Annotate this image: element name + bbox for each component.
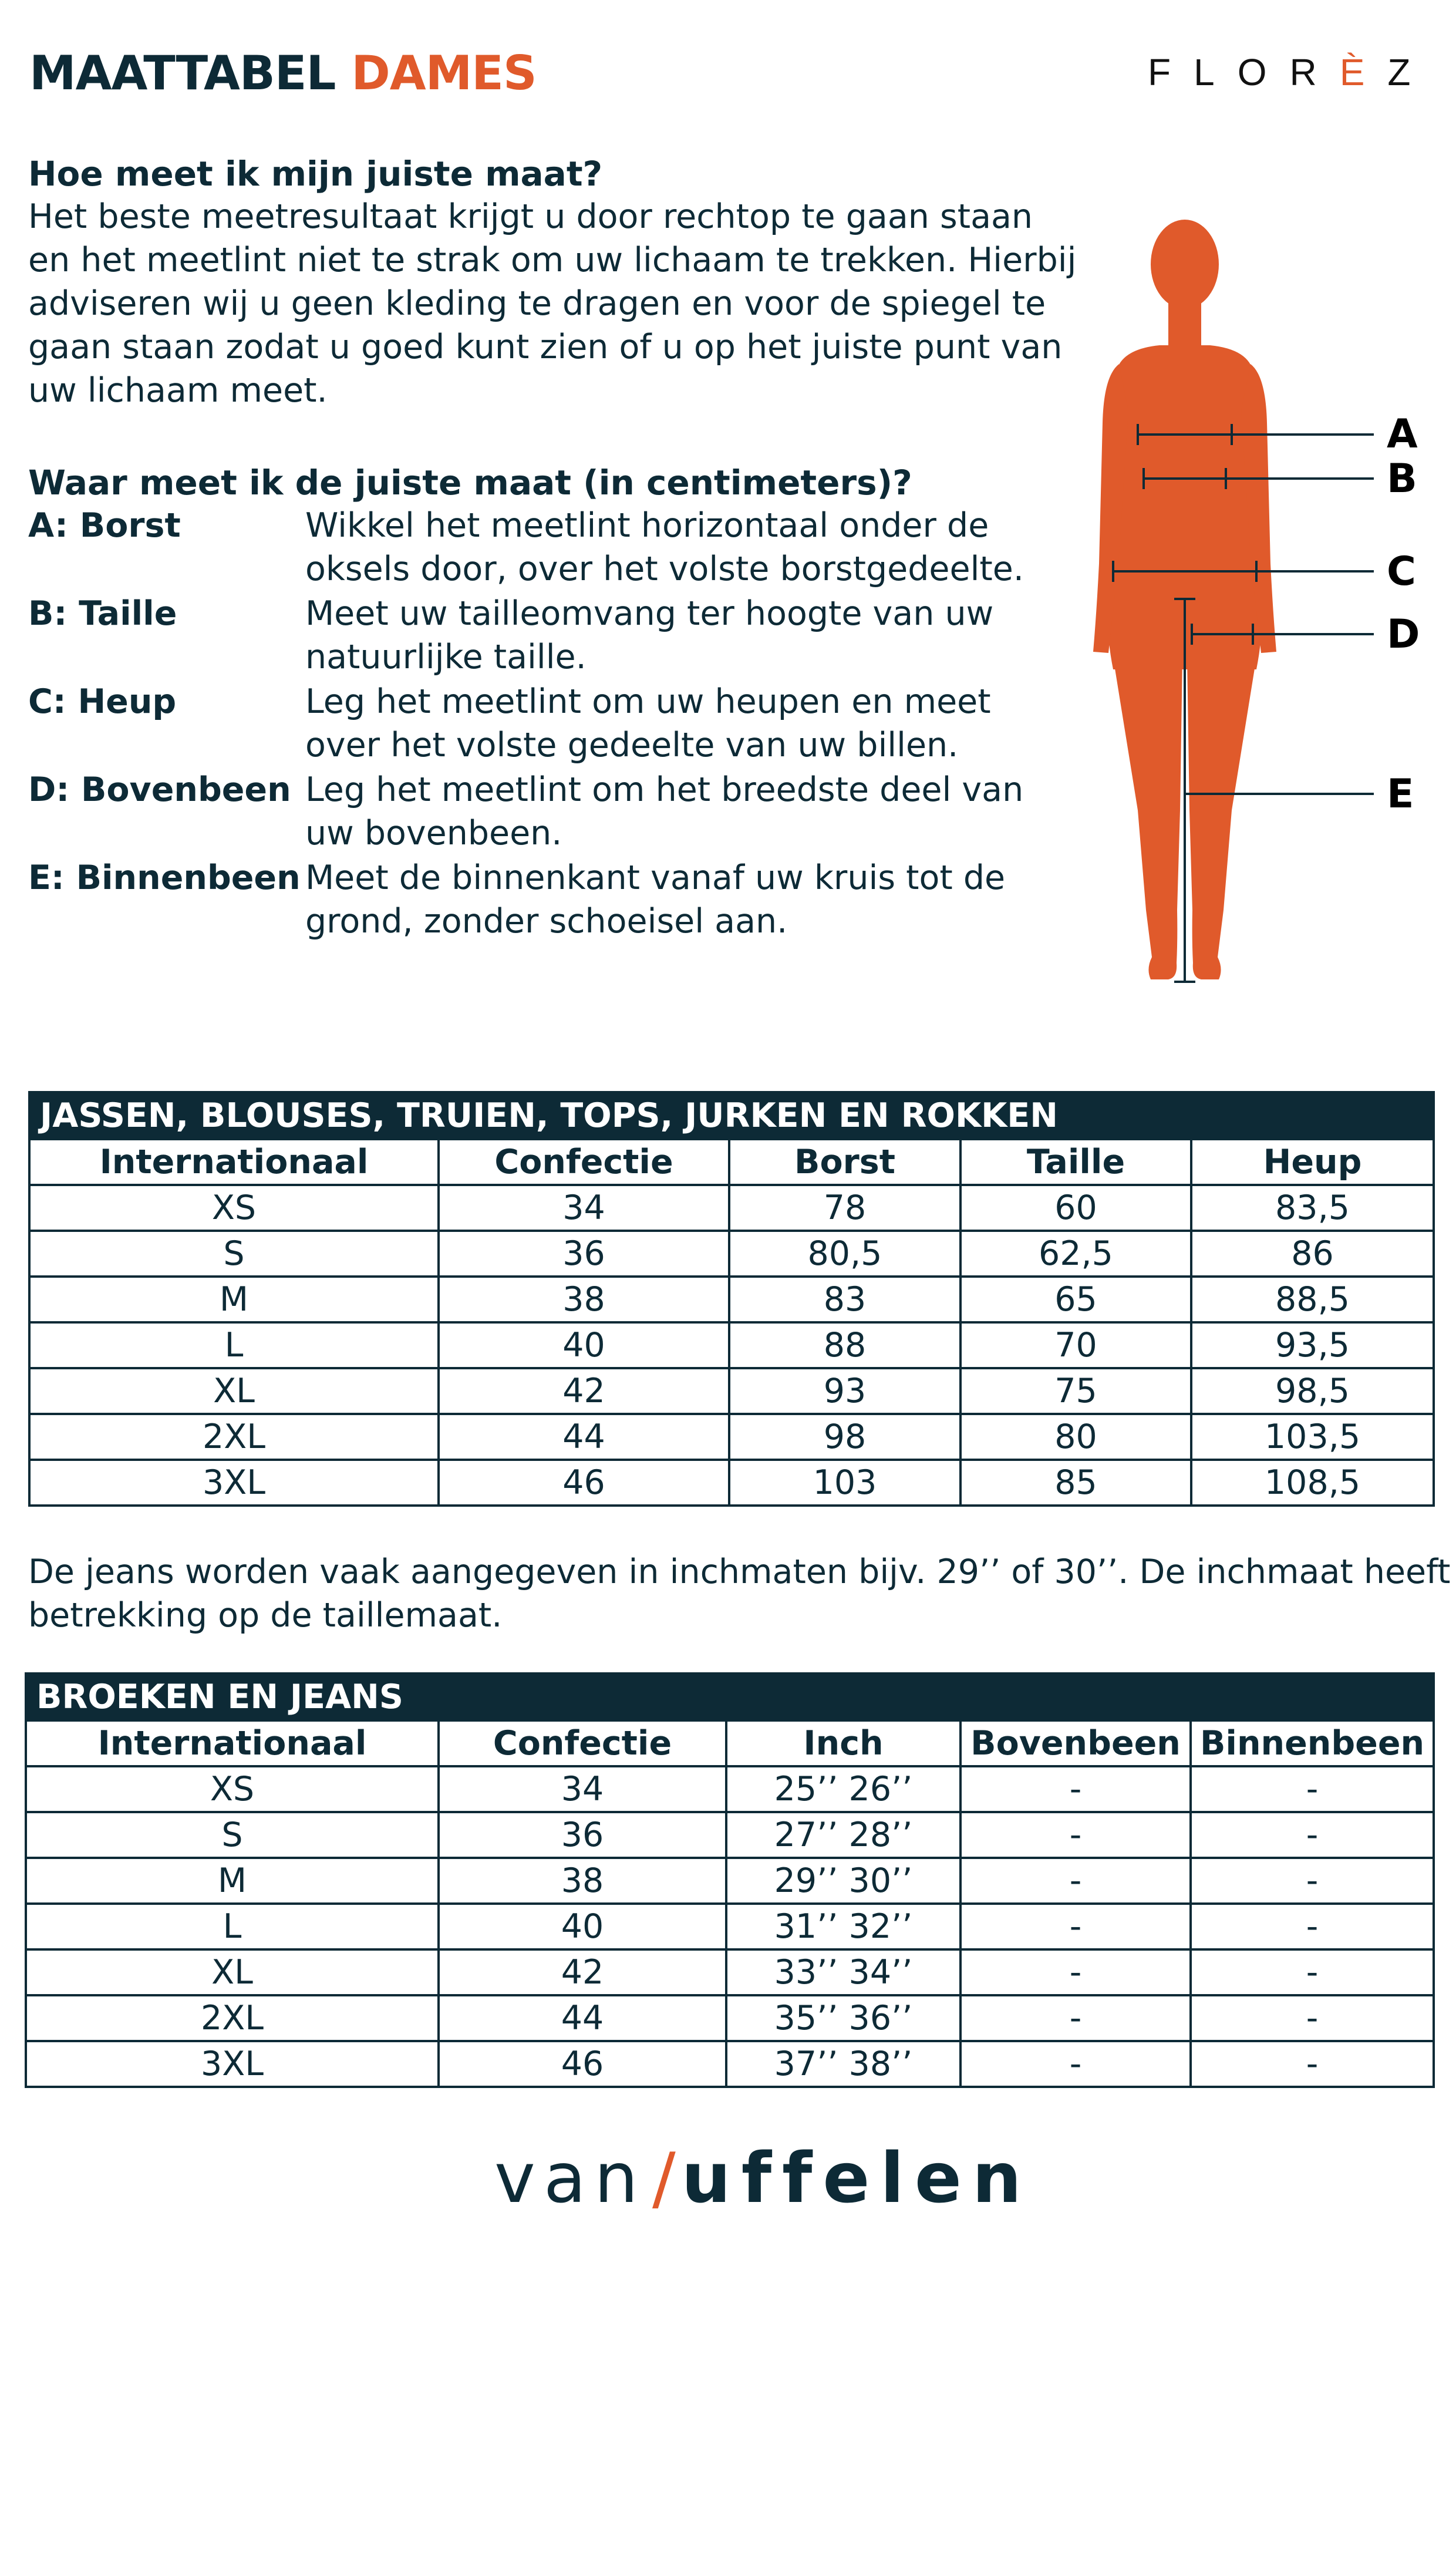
column-header: Internationaal — [26, 1720, 439, 1766]
table-cell: - — [1191, 1904, 1434, 1949]
intro-paragraph — [28, 195, 1076, 412]
table-cell: 98 — [729, 1414, 960, 1460]
table-cell: 38 — [439, 1858, 726, 1904]
table-cell: - — [1191, 1995, 1434, 2041]
footer-logo — [494, 2137, 1032, 2218]
table-cell: 103 — [729, 1460, 960, 1506]
intro-line: en het meetlint niet te strak om uw lichaam te trekken. Hierbij — [28, 241, 1077, 280]
table-cell: 29’’ 30’’ — [726, 1858, 960, 1904]
table-cell: 65 — [960, 1277, 1191, 1322]
title-main: MAATTABEL — [29, 46, 336, 100]
table-cell: 40 — [439, 1904, 726, 1949]
table-cell: 40 — [439, 1322, 729, 1368]
table-cell: - — [960, 1858, 1191, 1904]
jeans-note — [28, 1550, 1451, 1637]
table-cell: 80,5 — [729, 1231, 960, 1277]
measure-desc-e — [305, 856, 1005, 943]
brand-accent: È — [1339, 51, 1388, 93]
measure-label-d: D: Bovenbeen — [28, 770, 291, 809]
measure-desc-b — [305, 592, 993, 679]
table-row — [26, 1904, 1434, 1949]
table-header-row — [26, 1720, 1434, 1766]
table-cell: 88 — [729, 1322, 960, 1368]
table-cell: XS — [29, 1185, 439, 1231]
table-cell: 44 — [439, 1995, 726, 2041]
footer-logo-light: van — [494, 2137, 646, 2218]
table-cell: 85 — [960, 1460, 1191, 1506]
table-cell: 42 — [439, 1368, 729, 1414]
table-row — [29, 1322, 1434, 1368]
table-cell: 2XL — [29, 1414, 439, 1460]
measure-label-b: B: Taille — [28, 594, 177, 633]
table-cell: 75 — [960, 1368, 1191, 1414]
table-cell: 98,5 — [1191, 1368, 1434, 1414]
measure-desc-d — [305, 768, 1023, 855]
table-cell: S — [26, 1812, 439, 1858]
table-cell: XL — [26, 1949, 439, 1995]
table-row — [26, 1858, 1434, 1904]
table-row — [29, 1414, 1434, 1460]
table-cell: 36 — [439, 1812, 726, 1858]
measure-desc-line: Leg het meetlint om het breedste deel van — [305, 770, 1024, 809]
table-cell: L — [29, 1322, 439, 1368]
table-row — [26, 1812, 1434, 1858]
table-cell: M — [26, 1858, 439, 1904]
measure-desc-a — [305, 504, 1024, 591]
size-table-tops — [28, 1091, 1435, 1507]
title-accent: DAMES — [351, 46, 537, 100]
jeans-note-line: betrekking op de taillemaat. — [28, 1596, 503, 1635]
table-row — [29, 1368, 1434, 1414]
table-cell: 93 — [729, 1368, 960, 1414]
table-cell: - — [960, 2041, 1191, 2087]
table-cell: 3XL — [29, 1460, 439, 1506]
table-cell: - — [1191, 1949, 1434, 1995]
table-title: JASSEN, BLOUSES, TRUIEN, TOPS, JURKEN EN ROKKEN — [29, 1092, 1434, 1139]
measure-label-c: C: Heup — [28, 682, 177, 721]
table-cell: 38 — [439, 1277, 729, 1322]
table-row — [29, 1460, 1434, 1506]
intro-line: Het beste meetresultaat krijgt u door rechtop te gaan staan — [28, 197, 1033, 236]
table-cell: XL — [29, 1368, 439, 1414]
intro-line: uw lichaam meet. — [28, 371, 328, 410]
table-cell: 34 — [439, 1766, 726, 1812]
page-title — [29, 46, 537, 100]
measure-label-a: A: Borst — [28, 506, 181, 545]
table-cell: 35’’ 36’’ — [726, 1995, 960, 2041]
table-cell: 88,5 — [1191, 1277, 1434, 1322]
footer-logo-slash: / — [652, 2137, 676, 2218]
measure-desc-line: grond, zonder schoeisel aan. — [305, 902, 788, 941]
table-cell: - — [1191, 1766, 1434, 1812]
table-cell: 62,5 — [960, 1231, 1191, 1277]
column-header: Internationaal — [29, 1139, 439, 1185]
table-cell: 86 — [1191, 1231, 1434, 1277]
measure-label-e: E: Binnenbeen — [28, 858, 301, 897]
table-row — [26, 1949, 1434, 1995]
size-table-trousers — [25, 1672, 1435, 2088]
measure-desc-line: Wikkel het meetlint horizontaal onder de — [305, 506, 989, 545]
figure-label-c: C — [1387, 548, 1416, 595]
table-cell: 78 — [729, 1185, 960, 1231]
table-cell: 31’’ 32’’ — [726, 1904, 960, 1949]
figure-label-b: B — [1387, 456, 1417, 502]
column-header: Taille — [960, 1139, 1191, 1185]
column-header: Inch — [726, 1720, 960, 1766]
table-cell: 60 — [960, 1185, 1191, 1231]
table-cell: 70 — [960, 1322, 1191, 1368]
table-cell: L — [26, 1904, 439, 1949]
column-header: Binnenbeen — [1191, 1720, 1434, 1766]
table-cell: 108,5 — [1191, 1460, 1434, 1506]
measure-desc-line: Meet uw tailleomvang ter hoogte van uw — [305, 594, 994, 633]
table-cell: 83,5 — [1191, 1185, 1434, 1231]
intro-heading: Hoe meet ik mijn juiste maat? — [28, 154, 603, 194]
measure-desc-line: Meet de binnenkant vanaf uw kruis tot de — [305, 858, 1006, 897]
intro-line: gaan staan zodat u goed kunt zien of u op het juiste punt van — [28, 328, 1063, 366]
measure-heading: Waar meet ik de juiste maat (in centimeters)? — [28, 463, 912, 503]
jeans-note-line: De jeans worden vaak aangegeven in inchmaten bijv. 29’’ of 30’’. De inchmaat heeft — [28, 1553, 1451, 1591]
table-cell: 37’’ 38’’ — [726, 2041, 960, 2087]
table-cell: 2XL — [26, 1995, 439, 2041]
table-cell: 34 — [439, 1185, 729, 1231]
table-row — [26, 1995, 1434, 2041]
brand-pre: FLOR — [1148, 51, 1340, 93]
table-cell: 103,5 — [1191, 1414, 1434, 1460]
intro-line: adviseren wij u geen kleding te dragen en voor de spiegel te — [28, 284, 1046, 323]
table-title: BROEKEN EN JEANS — [26, 1673, 1434, 1720]
measure-desc-line: oksels door, over het volste borstgedeelte. — [305, 550, 1024, 588]
table-cell: 33’’ 34’’ — [726, 1949, 960, 1995]
table-cell: M — [29, 1277, 439, 1322]
table-row — [26, 2041, 1434, 2087]
column-header: Heup — [1191, 1139, 1434, 1185]
table-cell: 46 — [439, 2041, 726, 2087]
measure-desc-line: uw bovenbeen. — [305, 814, 562, 853]
brand-logo — [1148, 50, 1433, 94]
table-header-row — [29, 1139, 1434, 1185]
table-cell: S — [29, 1231, 439, 1277]
measure-desc-c — [305, 680, 991, 767]
table-cell: 83 — [729, 1277, 960, 1322]
table-cell: 3XL — [26, 2041, 439, 2087]
body-measurement-figure — [1080, 211, 1456, 992]
table-cell: 46 — [439, 1460, 729, 1506]
column-header: Borst — [729, 1139, 960, 1185]
table-cell: - — [1191, 1812, 1434, 1858]
table-cell: 25’’ 26’’ — [726, 1766, 960, 1812]
table-cell: XS — [26, 1766, 439, 1812]
figure-label-d: D — [1387, 611, 1420, 658]
table-cell: - — [960, 1904, 1191, 1949]
table-cell: 80 — [960, 1414, 1191, 1460]
table-cell: 42 — [439, 1949, 726, 1995]
table-cell: 36 — [439, 1231, 729, 1277]
footer-logo-bold: uffelen — [681, 2137, 1032, 2218]
table-cell: 44 — [439, 1414, 729, 1460]
measure-desc-line: Leg het meetlint om uw heupen en meet — [305, 682, 991, 721]
table-row — [29, 1185, 1434, 1231]
table-cell: - — [960, 1812, 1191, 1858]
table-row — [29, 1277, 1434, 1322]
column-header: Bovenbeen — [960, 1720, 1191, 1766]
brand-post: Z — [1387, 51, 1434, 93]
table-cell: - — [960, 1949, 1191, 1995]
table-cell: 93,5 — [1191, 1322, 1434, 1368]
column-header: Confectie — [439, 1139, 729, 1185]
measure-desc-line: over het volste gedeelte van uw billen. — [305, 726, 959, 765]
table-row — [26, 1766, 1434, 1812]
column-header: Confectie — [439, 1720, 726, 1766]
figure-label-a: A — [1387, 411, 1418, 457]
measure-desc-line: natuurlijke taille. — [305, 638, 587, 676]
table-cell: - — [960, 1995, 1191, 2041]
table-cell: 27’’ 28’’ — [726, 1812, 960, 1858]
table-row — [29, 1231, 1434, 1277]
table-cell: - — [1191, 2041, 1434, 2087]
table-cell: - — [960, 1766, 1191, 1812]
figure-label-e: E — [1387, 771, 1414, 817]
table-cell: - — [1191, 1858, 1434, 1904]
